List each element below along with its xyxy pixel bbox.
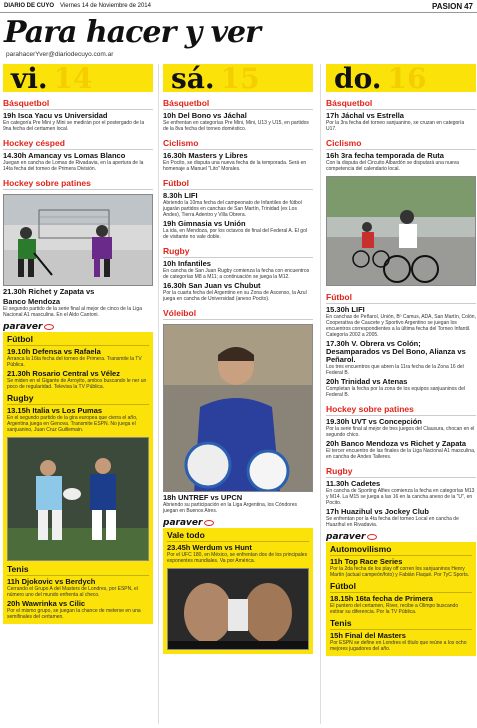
section-rugby bbox=[326, 466, 476, 528]
issue-date: Viernes 14 de Noviembre de 2014 bbox=[60, 3, 151, 9]
paraver-logo bbox=[3, 322, 153, 332]
event-title: 14.30h Amancay vs Lomas Blanco bbox=[3, 151, 126, 160]
section-heading: Básquetbol bbox=[3, 98, 153, 110]
section-heading: Ciclismo bbox=[163, 138, 313, 150]
event-title: 11.30h Cadetes bbox=[326, 479, 381, 488]
event-title: 15h Final del Masters bbox=[330, 631, 406, 640]
event-description: En cancha de San Juan Rugby comienza la fecha con encuentros de categorías M8 a M11; a continuación se juega la M12. bbox=[163, 268, 310, 280]
event-description: Los tres encuentros que abren la 11ra fecha de la Zona 16 del Federal B. bbox=[326, 364, 464, 376]
event-title: 10h Del Bono vs Jáchal bbox=[163, 111, 247, 120]
event-title: 10h Infantiles bbox=[163, 259, 211, 268]
paraver-logo bbox=[163, 518, 313, 528]
day-name: do. bbox=[334, 64, 382, 92]
volleyball-photo bbox=[163, 324, 313, 492]
event-description: Arranca la 16ta fecha del torneo de Primera. Transmite la TV Pública. bbox=[7, 356, 142, 368]
event-title: 11h Djokovic vs Berdych bbox=[7, 577, 96, 586]
event-description: Abriendo su participación en la Liga Argentina, los Cóndores juegan en Buenos Aires. bbox=[163, 502, 297, 514]
paraver-label: paraver bbox=[163, 518, 203, 528]
paraver-logo bbox=[326, 532, 476, 542]
event-title: 20h Wawrinka vs Cilic bbox=[7, 599, 86, 608]
section-name: PASION bbox=[432, 1, 463, 11]
saturday-column bbox=[163, 64, 313, 724]
tv-box bbox=[3, 332, 153, 624]
fighters-photo bbox=[167, 568, 309, 650]
day-header bbox=[163, 64, 313, 92]
event-description: Por la cuarta fecha del Argentino en su Zona de Ascenso, la Azul juega en cancha de Universidad (anexo Pocito). bbox=[163, 290, 307, 302]
section-basquetbol bbox=[3, 98, 153, 132]
section-heading: Tenis bbox=[7, 564, 149, 576]
event-description: El segundo partido de la serie final al mejor de cinco de la Liga Nacional A1 masculina. En el Aldo Cantoni. bbox=[3, 306, 142, 318]
section-heading: Rugby bbox=[163, 246, 313, 258]
event-title: 19h Gimnasia vs Unión bbox=[163, 219, 246, 228]
section-basquetbol bbox=[163, 98, 313, 132]
cycling-photo bbox=[326, 176, 476, 286]
section-basquetbol bbox=[326, 98, 476, 132]
event-title: 15.30h LIFI bbox=[326, 305, 365, 314]
event-title: 13.15h Italia vs Los Pumas bbox=[7, 406, 103, 415]
event-description: Se miden en el Gigante de Arroyito, ambos buscando le ner un poco de regularidad. Televisa la TV Pública. bbox=[7, 378, 147, 390]
event-title: 21.30h Richet y Zapata vs bbox=[3, 287, 95, 296]
paraver-label: paraver bbox=[3, 322, 43, 332]
paraver-label: paraver bbox=[326, 532, 366, 542]
top-bar bbox=[0, 0, 477, 13]
event-title: 20h Trinidad vs Atenas bbox=[326, 377, 408, 386]
day-number: 15 bbox=[220, 64, 260, 92]
event-title: 16h 3ra fecha temporada de Ruta bbox=[326, 151, 444, 160]
event-description: Por la 3ra fecha del torneo sanjuanino, se cruzan en categoría U17. bbox=[326, 120, 465, 132]
event-title: 17h Huazihul vs Jockey Club bbox=[326, 507, 429, 516]
section-heading: Fútbol bbox=[163, 178, 313, 190]
event-description: Con la disputa del Circuito Albardón se disputará una nueva competencia del calendario local. bbox=[326, 160, 459, 172]
column-divider bbox=[158, 64, 159, 724]
event-description: En Pocito, se disputa una nueva fecha de la temporada. Será en homenaje a Manuel "Lito" Morales. bbox=[163, 160, 307, 172]
event-title: 16.30h San Juan vs Chubut bbox=[163, 281, 261, 290]
section-voleibol bbox=[163, 308, 313, 514]
sunday-column bbox=[326, 64, 476, 724]
event-description: Completan la fecha por la zona de los equipos sanjuaninos del Federal B. bbox=[326, 386, 465, 398]
event-title-cont: Banco Mendoza bbox=[3, 297, 61, 306]
section-heading: Tenis bbox=[330, 618, 472, 630]
section-hockey-patines bbox=[326, 404, 476, 460]
section-heading: Básquetbol bbox=[163, 98, 313, 110]
rugby-photo bbox=[7, 437, 149, 561]
section-heading: Fútbol bbox=[326, 292, 476, 304]
event-description: Por el UFC 180, en México, se enfrentan dos de los principales exponentes mundiales. Va por América. bbox=[167, 552, 308, 564]
tv-box bbox=[326, 542, 476, 656]
event-title: 20h Banco Mendoza vs Richet y Zapata bbox=[326, 439, 467, 448]
section-heading: Hockey césped bbox=[3, 138, 153, 150]
event-description: En el segundo partido de la gira europea que cierra el año, Argentina juega en Genova. Transmite ESPN. No juega el sanjuanino, Juan Cruz Guillemain. bbox=[7, 415, 138, 433]
event-description: Abriendo la 10ma fecha del campeonato de Infantiles de fútbol jugarán partidos en canchas de San Martín, Trinidad (ex Los Andes), Tierra Adentro y Villa Obrera. bbox=[163, 200, 302, 218]
event-title: 21.30h Rosario Central vs Vélez bbox=[7, 369, 120, 378]
event-title: 18h UNTREF vs UPCN bbox=[163, 493, 243, 502]
section-heading: Automovilismo bbox=[330, 544, 472, 556]
event-description: En canchas de Peñarol, Unión, Bº Camus, ADA, San Martín, Colón, Cooperativa de Caucete y Sportivo Argentino se juegan los encuentros correspondientes a la última fecha del Torneo Infantil. Categoría 2002 a 2005. bbox=[326, 314, 476, 338]
event-description: La ida, en Mendoza, por los octavos de final del Federal A. El gol de visitante no vale doble. bbox=[163, 228, 307, 240]
section-ciclismo bbox=[326, 138, 476, 286]
section-heading: Rugby bbox=[326, 466, 476, 478]
event-title: 11h Top Race Series bbox=[330, 557, 403, 566]
section-heading: Vale todo bbox=[167, 530, 309, 542]
section-heading: Ciclismo bbox=[326, 138, 476, 150]
event-description: En categoría Pre Mini y Mini se medirán por el postergado de la 9na fecha del certamen local. bbox=[3, 120, 145, 132]
section-hockey-patines bbox=[3, 178, 153, 318]
section-heading: Vóleibol bbox=[163, 308, 313, 320]
day-number: 14 bbox=[53, 64, 93, 92]
tv-box bbox=[163, 528, 313, 654]
section-heading: Básquetbol bbox=[326, 98, 476, 110]
day-name: sá. bbox=[171, 64, 215, 92]
section-futbol bbox=[163, 178, 313, 240]
event-title: 17.30h V. Obrera vs Colón; Desamparados vs Del Bono, Alianza vs Peñarol. bbox=[326, 339, 466, 364]
event-title: 17h Jáchal vs Estrella bbox=[326, 111, 404, 120]
event-description: Por el mismo grupo, se juegan la chance de meterse en una semifinales del certamen. bbox=[7, 608, 141, 620]
event-title: 19.30h UVT vs Concepción bbox=[326, 417, 422, 426]
event-title: 8.30h LIFI bbox=[163, 191, 198, 200]
tv-icon bbox=[204, 520, 214, 526]
event-description: En cancha de Sporting Alfies comienza la fecha en categorías M13 y M14. La M15 se juega a las 16 en la cancha anexo de la "U", en Pocito. bbox=[326, 488, 475, 506]
day-number: 16 bbox=[387, 64, 427, 92]
friday-column bbox=[3, 64, 153, 724]
event-description: Por ESPN se define en Londres el título que reúne a los ocho mejores jugadores del año. bbox=[330, 640, 467, 652]
tv-icon bbox=[367, 534, 377, 540]
event-description: Se enfrentan en categorías Pre Mini, Mini, U13 y U15, en partidos de la 8va fecha del torneo doméstico. bbox=[163, 120, 309, 132]
event-description: Juegan en cancha de Lomas de Rivadavia, en la apertura de la 14ta fecha del torneo de Primera División. bbox=[3, 160, 144, 172]
event-description: El puntero del certamen, River, recibe a Olimpo buscando estirar su diferencia. Por la TV Pública. bbox=[330, 603, 459, 615]
section-futbol bbox=[326, 292, 476, 398]
day-name: vi. bbox=[11, 64, 48, 92]
section-heading: Hockey sobre patines bbox=[3, 178, 153, 190]
event-description: El tercer encuentro de las finales de la Liga Nacional A1 masculina, en cancha de Andes Talleres. bbox=[326, 448, 476, 460]
event-title: 23.45h Werdum vs Hunt bbox=[167, 543, 252, 552]
contact-email[interactable]: parahacerYver@diariodecuyo.com.ar bbox=[6, 51, 114, 58]
section-heading: Fútbol bbox=[330, 581, 472, 593]
section-heading: Rugby bbox=[7, 393, 149, 405]
event-description: Por la 2da fecha de los play off corren los sanjuaninos Henry Martín (actual campeón/foto) y Fabián Flaqué. Por TyC Sports. bbox=[330, 566, 470, 578]
section-heading: Hockey sobre patines bbox=[326, 404, 476, 416]
hockey-photo bbox=[3, 194, 153, 286]
day-header bbox=[326, 64, 476, 92]
event-description: Cerrando el Grupo A del Masters de Londres, por ESPN, el número uno del mundo enfrenta al checo. bbox=[7, 586, 138, 598]
event-title: 18.15h 16ta fecha de Primera bbox=[330, 594, 433, 603]
event-title: 16.30h Masters y Libres bbox=[163, 151, 248, 160]
page-title: Para hacer y ver bbox=[4, 15, 260, 50]
event-description: Por la serie final al mejor de tres juegos del Clausura, chocan en el segundo chico. bbox=[326, 426, 475, 438]
section-rugby bbox=[163, 246, 313, 302]
day-header bbox=[3, 64, 153, 92]
page-number: 47 bbox=[464, 1, 473, 11]
section-heading: Fútbol bbox=[7, 334, 149, 346]
section-hockey-cesped bbox=[3, 138, 153, 172]
event-title: 19h Isca Yacu vs Universidad bbox=[3, 111, 108, 120]
event-title: 19.10h Defensa vs Rafaela bbox=[7, 347, 101, 356]
column-divider bbox=[320, 64, 321, 724]
newspaper-name: DIARIO DE CUYO bbox=[4, 3, 55, 9]
event-description: Se enfrentan por la 4ta fecha del torneo Local en cancha de Huazihul en Rivadavia. bbox=[326, 516, 459, 528]
tv-icon bbox=[44, 324, 54, 330]
section-ciclismo bbox=[163, 138, 313, 172]
